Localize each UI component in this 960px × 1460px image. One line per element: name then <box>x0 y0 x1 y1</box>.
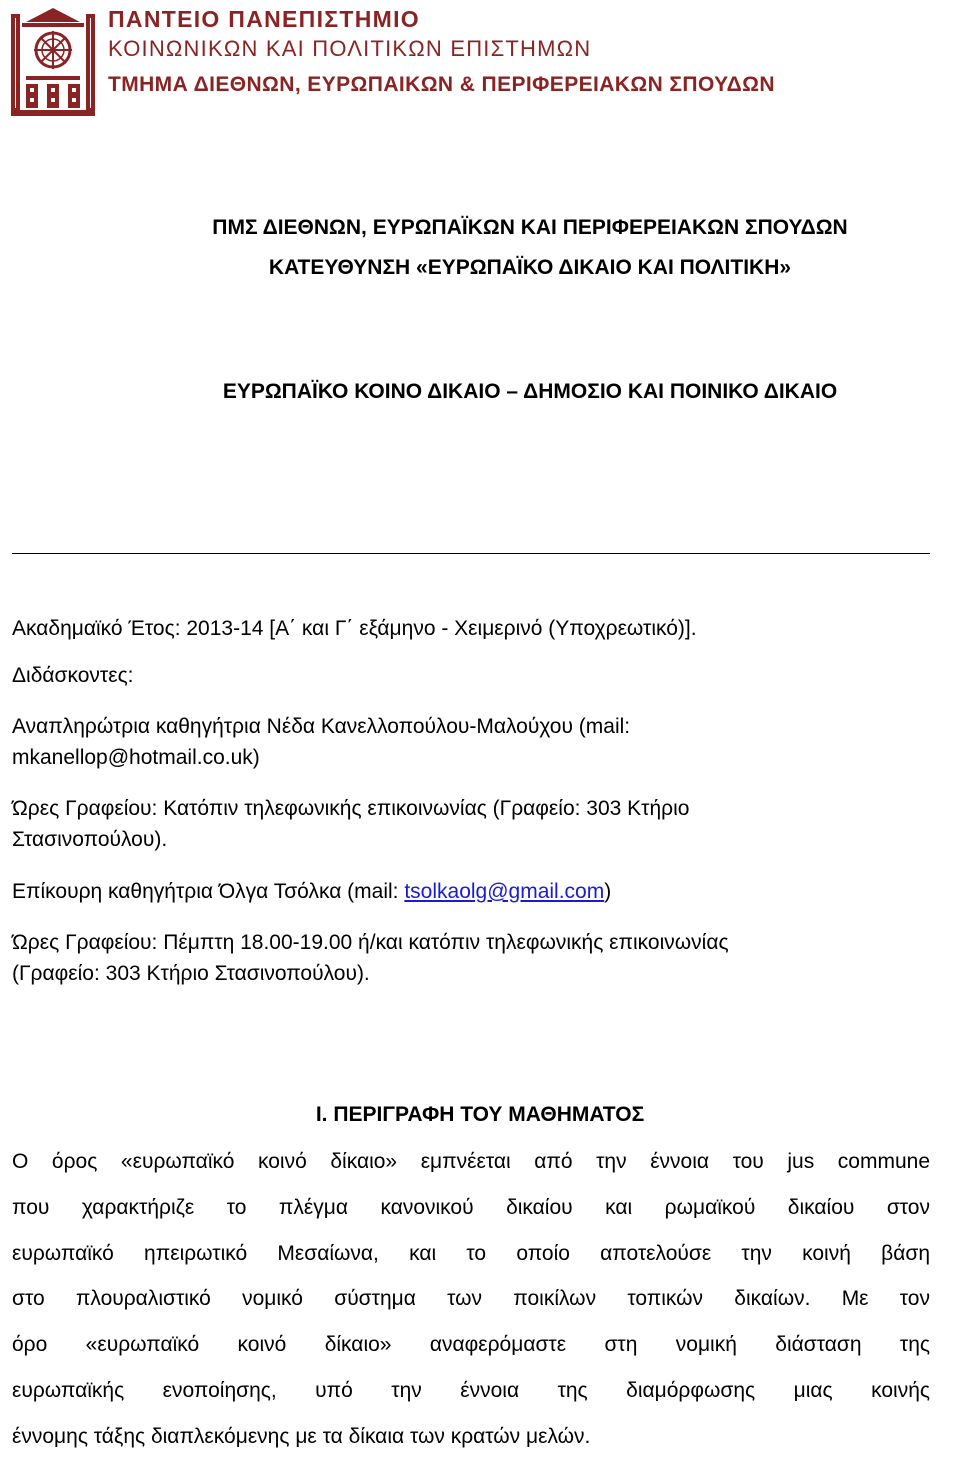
paragraph-line: στο πλουραλιστικό νομικό σύστημα των ποικίλων τοπικών δικαίων. Με τον <box>12 1287 930 1311</box>
course-description <box>12 1139 930 1460</box>
program-title-line-2: ΚΑΤΕΥΘΥΝΣΗ «ΕΥΡΩΠΑΪΚΟ ΔΙΚΑΙΟ ΚΑΙ ΠΟΛΙΤΙΚΗ» <box>268 256 792 279</box>
instructor-2-email-link[interactable]: tsolkaolg@gmail.com <box>404 880 605 903</box>
instructor-1-line-2: mkanellop@hotmail.co.uk) <box>12 746 260 769</box>
paragraph-line: που χαρακτήριζε το πλέγμα κανονικού δικαίου και ρωμαϊκού δικαίου στον <box>12 1195 930 1219</box>
office-hours-1-line-1: Ώρες Γραφείου: Κατόπιν τηλεφωνικής επικοινωνίας (Γραφείο: 303 Κτήριο <box>12 797 690 820</box>
faculty-name: ΚΟΙΝΩΝΙΚΩΝ ΚΑΙ ΠΟΛΙΤΙΚΩΝ ΕΠΙΣΤΗΜΩΝ <box>108 36 592 61</box>
section-heading: Ι. ΠΕΡΙΓΡΑΦΗ ΤΟΥ ΜΑΘΗΜΑΤΟΣ <box>315 1103 645 1126</box>
instructor-2-suffix: ) <box>604 880 612 903</box>
instructors-label: Διδάσκοντες: <box>12 664 134 687</box>
office-hours-2-line-1: Ώρες Γραφείου: Πέμπτη 18.00-19.00 ή/και κατόπιν τηλεφωνικής επικοινωνίας <box>12 931 729 954</box>
program-title-line-1: ΠΜΣ ΔΙΕΘΝΩΝ, ΕΥΡΩΠΑΪΚΩΝ ΚΑΙ ΠΕΡΙΦΕΡΕΙΑΚΩΝ ΣΠΟΥΔΩΝ <box>212 216 848 239</box>
department-name: ΤΜΗΜΑ ΔΙΕΘΝΩΝ, ΕΥΡΩΠΑΙΚΩΝ & ΠΕΡΙΦΕΡΕΙΑΚΩΝ ΣΠΟΥΔΩΝ <box>108 73 775 96</box>
university-seal-icon <box>8 6 98 118</box>
institution-name: ΠΑΝΤΕΙΟ ΠΑΝΕΠΙΣΤΗΜΙΟ <box>108 6 420 32</box>
paragraph-line: ευρωπαϊκό ηπειρωτικό Μεσαίωνα, και το οποίο αποτελούσε την κοινή βάση <box>12 1241 930 1265</box>
instructor-2 <box>12 876 942 907</box>
instructor-1 <box>12 711 942 773</box>
academic-year: Ακαδημαϊκό Έτος: 2013-14 [Α΄ και Γ΄ εξάμηνο - Χειμερινό (Υποχρεωτικό)]. <box>12 617 697 640</box>
paragraph-line: ευρωπαϊκής ενοποίησης, υπό την έννοια της διαμόρφωσης μιας κοινής <box>12 1378 930 1402</box>
instructor-1-line-1: Αναπληρώτρια καθηγήτρια Νέδα Κανελλοπούλου-Μαλούχου (mail: <box>12 715 631 738</box>
program-title <box>0 208 960 288</box>
institution-block <box>108 8 948 104</box>
paragraph-line: όρο «ευρωπαϊκό κοινό δίκαιο» αναφερόμαστε στη νομική διάσταση της <box>12 1333 930 1357</box>
office-hours-1-line-2: Στασινοπούλου). <box>12 828 168 851</box>
course-title: ΕΥΡΩΠΑΪΚΟ ΚΟΙΝΟ ΔΙΚΑΙΟ – ΔΗΜΟΣΙΟ ΚΑΙ ΠΟΙΝΙΚΟ ΔΙΚΑΙΟ <box>222 380 838 403</box>
letterhead <box>0 0 960 120</box>
instructor-2-prefix: Επίκουρη καθηγήτρια Όλγα Τσόλκα (mail: <box>12 880 405 903</box>
office-hours-2-line-2: (Γραφείο: 303 Κτήριο Στασινοπούλου). <box>12 962 370 985</box>
paragraph-line: έννομης τάξης διαπλεκόμενης με τα δίκαια των κρατών μελών. <box>12 1424 591 1448</box>
horizontal-divider <box>12 553 930 554</box>
office-hours-2 <box>12 927 942 989</box>
office-hours-1 <box>12 793 942 855</box>
paragraph-line: Ο όρος «ευρωπαϊκό κοινό δίκαιο» εμπνέεται από την έννοια του jus commune <box>12 1150 930 1173</box>
